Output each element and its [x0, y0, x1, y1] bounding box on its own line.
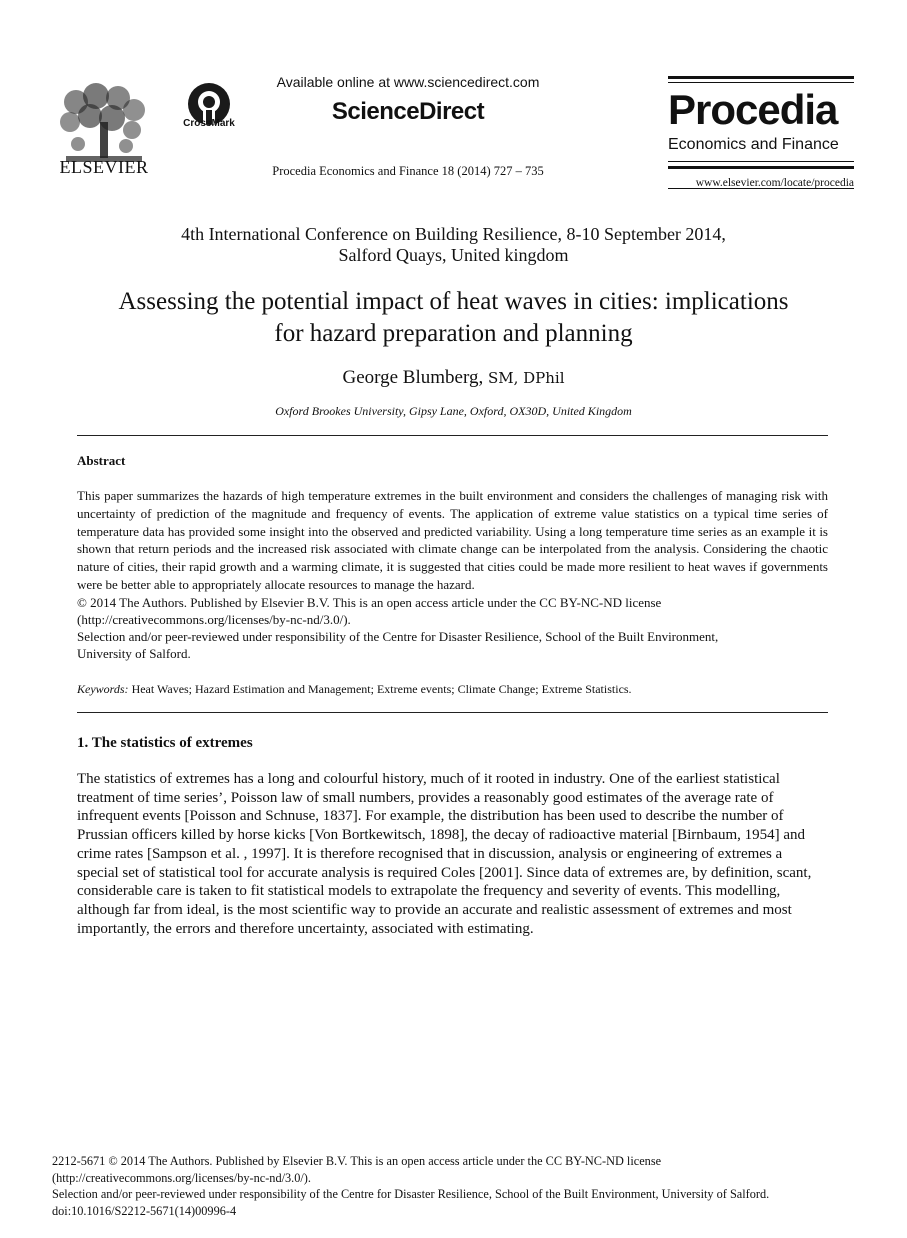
conference-line-2: Salford Quays, United kingdom: [338, 245, 569, 265]
sciencedirect-wordmark: ScienceDirect: [331, 98, 485, 125]
procedia-subtitle: Economics and Finance: [668, 136, 839, 153]
author-affiliation: Oxford Brookes University, Gipsy Lane, Oxford, OX30D, United Kingdom: [275, 404, 632, 418]
divider-bottom: [77, 712, 828, 713]
footer-line-1: 2212-5671 © 2014 The Authors. Published by Elsevier B.V. This is an open access article under the CC BY-NC-ND license: [52, 1154, 662, 1168]
footer: [52, 1153, 852, 1219]
section-1-body: The statistics of extremes has a long and colourful history, much of it rooted in industry. One of the earliest statistical treatment of time series’, Poisson law of small numbers, provides a reasonably good estimates of the average rate of infrequent events [Poisson and Schnuse, 1837]. For example, the distribution has been used to describe the number of Prussian officers killed by horse kicks [Von Bortkewitsch, 1898], the decay of radioactive material [Birnbaum, 1954] and crime rates [Sampson et al. , 1997]. It is therefore recognised that in discussion, analysis or engineering of extremes a special set of statistical tool for accurate analysis is required Coles [2001]. Since data of extremes are, by definition, scant, considerable care is taken to fit statistical models to extrapolate the frequency and severity of events. This modelling, although far from ideal, is the most scientific way to provide an accurate and realistic assessment of extremes and most importantly, the errors and therefore uncertainty, associated with estimating.: [77, 771, 812, 937]
abstract-heading: Abstract: [77, 453, 126, 468]
author-credentials: SM, DPhil: [487, 369, 565, 387]
journal-url-link[interactable]: www.elsevier.com/locate/procedia: [695, 177, 854, 189]
elsevier-wordmark: ELSEVIER: [59, 157, 149, 177]
author-name: George Blumberg,: [342, 367, 488, 388]
abstract-body: [77, 487, 828, 662]
review-line-1: Selection and/or peer-reviewed under responsibility of the Centre for Disaster Resilience, School of the Built Environment,: [77, 628, 719, 644]
title-line-1: Assessing the potential impact of heat waves in cities: implications: [118, 288, 789, 315]
footer-line-3: Selection and/or peer-reviewed under responsibility of the Centre for Disaster Resilience, School of the Built Environment, University of Salford.: [52, 1187, 770, 1201]
paper-title: [60, 286, 847, 350]
keywords-label: Keywords:: [77, 682, 129, 696]
available-online-text[interactable]: Available online at www.sciencedirect.com: [276, 74, 540, 90]
conference-info: [60, 224, 847, 266]
journal-reference: Procedia Economics and Finance 18 (2014) 727 – 735: [272, 164, 544, 178]
section-1-heading: 1. The statistics of extremes: [77, 735, 253, 751]
crossmark-label: CrossMark: [183, 118, 235, 129]
footer-doi[interactable]: doi:10.1016/S2212-5671(14)00996-4: [52, 1203, 237, 1218]
copyright-line-1: © 2014 The Authors. Published by Elsevier B.V. This is an open access article under the CC BY-NC-ND license: [77, 594, 662, 610]
keywords-list: Heat Waves; Hazard Estimation and Management; Extreme events; Climate Change; Extreme Statistics.: [128, 682, 632, 696]
keywords: [77, 682, 828, 697]
review-line-2: University of Salford.: [77, 645, 191, 661]
procedia-title: Procedia: [668, 86, 838, 133]
license-link[interactable]: (http://creativecommons.org/licenses/by-nc-nd/3.0/).: [77, 611, 351, 627]
conference-line-1: 4th International Conference on Building Resilience, 8-10 September 2014,: [181, 224, 726, 244]
author-line: [60, 367, 847, 389]
footer-license-link[interactable]: (http://creativecommons.org/licenses/by-nc-nd/3.0/).: [52, 1170, 311, 1185]
divider-top: [77, 435, 828, 436]
abstract-text: This paper summarizes the hazards of high temperature extremes in the built environment and considers the challenges of managing risk with uncertainty of prediction of the magnitude and frequency of events. The application of extreme value statistics on a typical time series of temperature data has provided some insight into the observed and predicted variability. Using a long temperature time series as an example it is shown that return periods and the increased risk associated with climate change can be interpolated from the analysis. Considering the chaotic nature of cities, their rapid growth and a warming climate, it is suggested that cities could be made more resilient to heat waves if governments were be better able to appropriately allocate resources to manage the hazard.: [77, 488, 828, 592]
title-line-2: for hazard preparation and planning: [274, 320, 633, 347]
